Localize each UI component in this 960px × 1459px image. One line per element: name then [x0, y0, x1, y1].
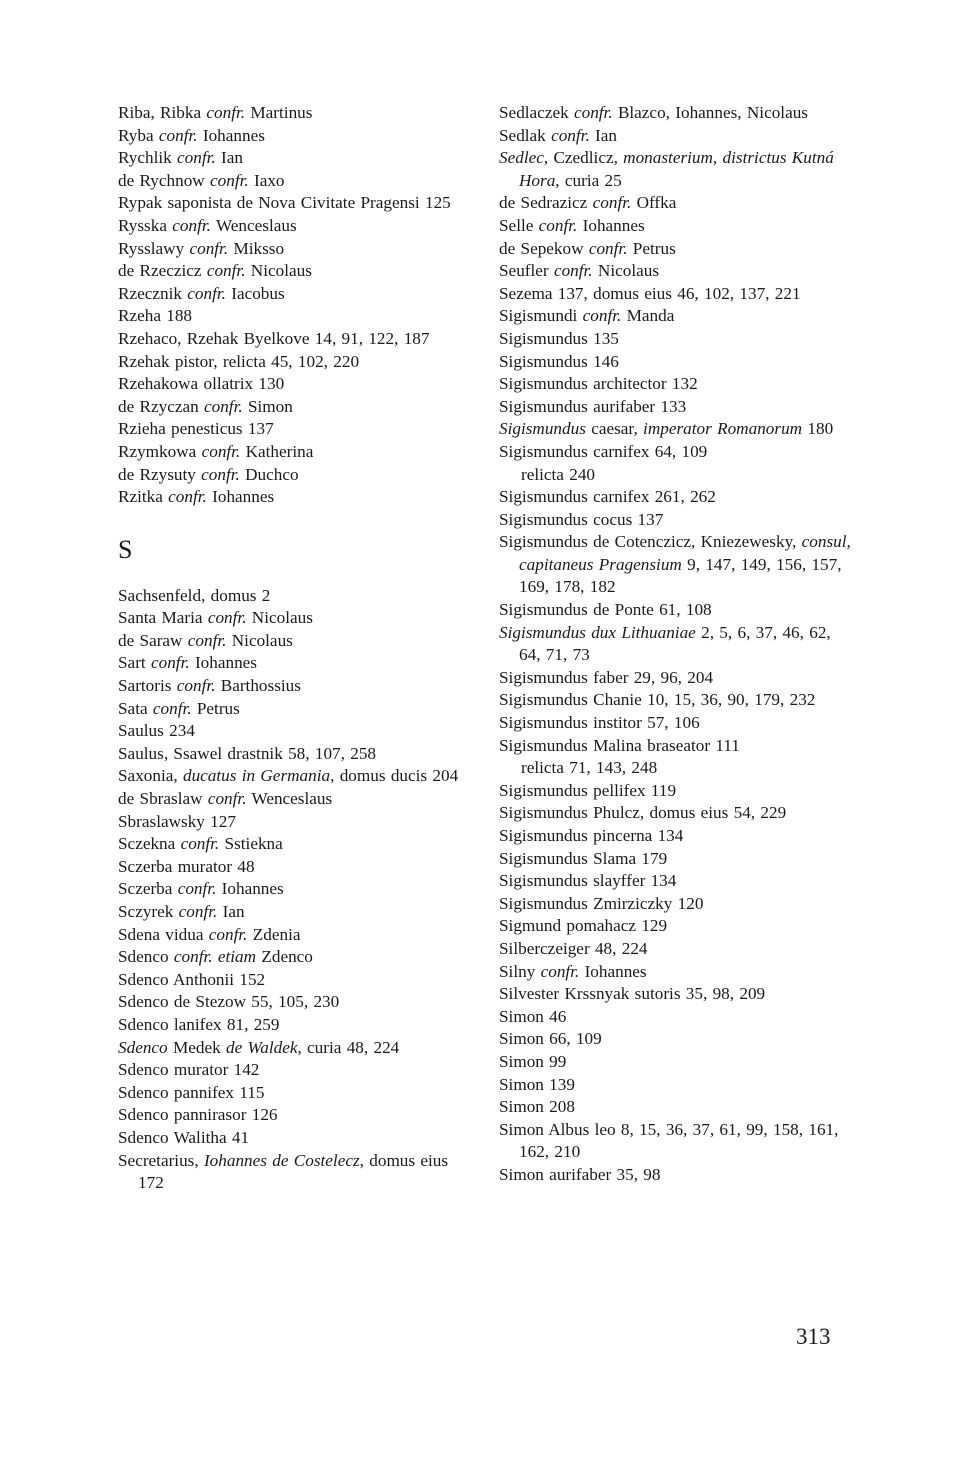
index-entry: Sbraslawsky 127 [118, 811, 236, 831]
index-entry: de Sedrazicz confr. Offka [499, 193, 677, 213]
index-entry: Sedlak confr. Ian [499, 125, 617, 145]
index-entry: Sigismundus faber 29, 96, 204 [499, 667, 714, 687]
index-entry: Sigmund pomahacz 129 [499, 916, 668, 936]
entries-s [118, 585, 463, 1195]
index-entry: de Rzysuty confr. Duchco [118, 464, 299, 484]
index-entry: Sdenco Anthonii 152 [118, 969, 266, 989]
index-entry: Simon 139 [499, 1074, 575, 1094]
index-entry: Rzehaco, Rzehak Byelkove 14, 91, 122, 187 [118, 328, 430, 348]
index-entry: Sata confr. Petrus [118, 698, 240, 718]
index-entry: Sigismundus slayffer 134 [499, 871, 677, 891]
index-entry: Sigismundus pellifex 119 [499, 780, 677, 800]
index-entry: Rysslawy confr. Miksso [118, 238, 285, 258]
index-entry: Sdenco lanifex 81, 259 [118, 1014, 280, 1034]
index-entry: Sdenco pannifex 115 [118, 1082, 265, 1102]
index-entry: Rzeha 188 [118, 306, 193, 326]
index-entry: Sigismundus Chanie 10, 15, 36, 90, 179, 232 [499, 690, 816, 710]
index-entry: Sdenco pannirasor 126 [118, 1105, 278, 1125]
index-entry: relicta 71, 143, 248 [521, 758, 658, 778]
index-entry: Simon aurifaber 35, 98 [499, 1164, 661, 1184]
index-entry: Sigismundus de Ponte 61, 108 [499, 600, 712, 620]
index-entry: Rzymkowa confr. Katherina [118, 441, 314, 461]
index-entry: Silny confr. Iohannes [499, 961, 647, 981]
index-entry: Simon 99 [499, 1051, 567, 1071]
index-entry: Sdenco Medek de Waldek, curia 48, 224 [118, 1037, 400, 1057]
entries-s-continued [499, 102, 851, 1187]
index-entry: Saulus 234 [118, 721, 195, 741]
index-entry: Sigismundus carnifex 261, 262 [499, 487, 716, 507]
index-entry: Simon 66, 109 [499, 1029, 602, 1049]
index-entry: Sigismundus Phulcz, domus eius 54, 229 [499, 803, 787, 823]
index-entry: Rypak saponista de Nova Civitate Pragensi 125 [118, 193, 451, 213]
index-entry: Sigismundus 135 [499, 328, 619, 348]
index-entry: Sartoris confr. Barthossius [118, 676, 301, 696]
index-entry: Sigismundus architector 132 [499, 374, 698, 394]
index-entry: Saxonia, ducatus in Germania, domus ducis 204 [118, 766, 459, 786]
index-entry: Rzehakowa ollatrix 130 [118, 374, 285, 394]
index-entry: Sdena vidua confr. Zdenia [118, 924, 301, 944]
index-entry: Sdenco confr. etiam Zdenco [118, 947, 313, 967]
index-entry: Sdenco murator 142 [118, 1060, 260, 1080]
index-entry: Sedlec, Czedlicz, monasterium, districtus Kutná Hora, curia 25 [499, 148, 834, 190]
index-entry: Sigismundus aurifaber 133 [499, 396, 687, 416]
index-entry: Sachsenfeld, domus 2 [118, 585, 271, 605]
index-entry: Simon 46 [499, 1006, 567, 1026]
index-entry: Rychlik confr. Ian [118, 148, 243, 168]
index-entry: Silvester Krssnyak sutoris 35, 98, 209 [499, 984, 766, 1004]
index-entry: Sart confr. Iohannes [118, 653, 257, 673]
index-entry: Rysska confr. Wenceslaus [118, 215, 297, 235]
index-entry: Sigismundus carnifex 64, 109 [499, 441, 708, 461]
index-entry: Saulus, Ssawel drastnik 58, 107, 258 [118, 743, 377, 763]
index-entry: Rzieha penesticus 137 [118, 419, 274, 439]
index-entry: Sczekna confr. Sstiekna [118, 834, 283, 854]
index-entry: Sigismundi confr. Manda [499, 306, 675, 326]
index-entry: Riba, Ribka confr. Martinus [118, 103, 313, 122]
page-number: 313 [796, 1324, 831, 1349]
index-entry: Sigismundus pincerna 134 [499, 826, 684, 845]
index-entry: de Rychnow confr. Iaxo [118, 170, 285, 190]
index-entry: Sigismundus dux Lithuaniae 2, 5, 6, 37, 46, 62, 64, 71, 73 [499, 622, 831, 665]
index-entry: Simon 208 [499, 1097, 575, 1117]
index-entry: de Saraw confr. Nicolaus [118, 630, 293, 650]
index-entry: Seufler confr. Nicolaus [499, 261, 660, 281]
index-entry: Santa Maria confr. Nicolaus [118, 608, 313, 628]
index-entry: Sczerba murator 48 [118, 856, 255, 876]
index-entry: de Sepekow confr. Petrus [499, 238, 676, 258]
index-entry: Rzecznik confr. Iacobus [118, 283, 285, 303]
index-entry: Rzehak pistor, relicta 45, 102, 220 [118, 351, 360, 371]
index-entry: Silberczeiger 48, 224 [499, 938, 648, 958]
index-column-right [499, 102, 851, 1187]
index-entry: Sigismundus 146 [499, 351, 619, 371]
index-column-left [118, 102, 463, 1195]
index-entry: Sczerba confr. Iohannes [118, 879, 284, 899]
index-entry: relicta 240 [521, 464, 596, 484]
index-entry: Ryba confr. Iohannes [118, 125, 265, 145]
entries-r [118, 102, 463, 509]
index-entry: Sigismundus Malina braseator 111 [499, 735, 740, 755]
index-entry: Sedlaczek confr. Blazco, Iohannes, Nicolaus [499, 103, 808, 122]
index-entry: Sczyrek confr. Ian [118, 902, 245, 921]
index-entry: Selle confr. Iohannes [499, 215, 645, 235]
section-letter: S [118, 534, 133, 564]
index-entry: Sezema 137, domus eius 46, 102, 137, 221 [499, 283, 801, 303]
index-entry: Simon Albus leo 8, 15, 36, 37, 61, 99, 158, 161, 162, 210 [499, 1119, 839, 1162]
index-entry: Sigismundus Slama 179 [499, 848, 668, 868]
index-entry: de Sbraslaw confr. Wenceslaus [118, 789, 333, 809]
index-entry: Sigismundus institor 57, 106 [499, 713, 700, 733]
index-entry: de Rzyczan confr. Simon [118, 396, 293, 416]
index-entry: Rzitka confr. Iohannes [118, 487, 275, 507]
index-entry: Sdenco de Stezow 55, 105, 230 [118, 992, 340, 1012]
index-entry: Sigismundus cocus 137 [499, 509, 664, 529]
index-entry: Sdenco Walitha 41 [118, 1127, 250, 1147]
index-entry: Secretarius, Iohannes de Costelecz, domus eius 172 [118, 1150, 449, 1193]
index-entry: Sigismundus caesar, imperator Romanorum 180 [499, 419, 834, 439]
index-entry: Sigismundus Zmirziczky 120 [499, 893, 704, 913]
index-entry: Sigismundus de Cotenczicz, Kniezewesky, consul, capitaneus Pragensium 9, 147, 149, 156, 157, 169, 178, 182 [499, 532, 851, 597]
index-entry: de Rzeczicz confr. Nicolaus [118, 261, 312, 281]
